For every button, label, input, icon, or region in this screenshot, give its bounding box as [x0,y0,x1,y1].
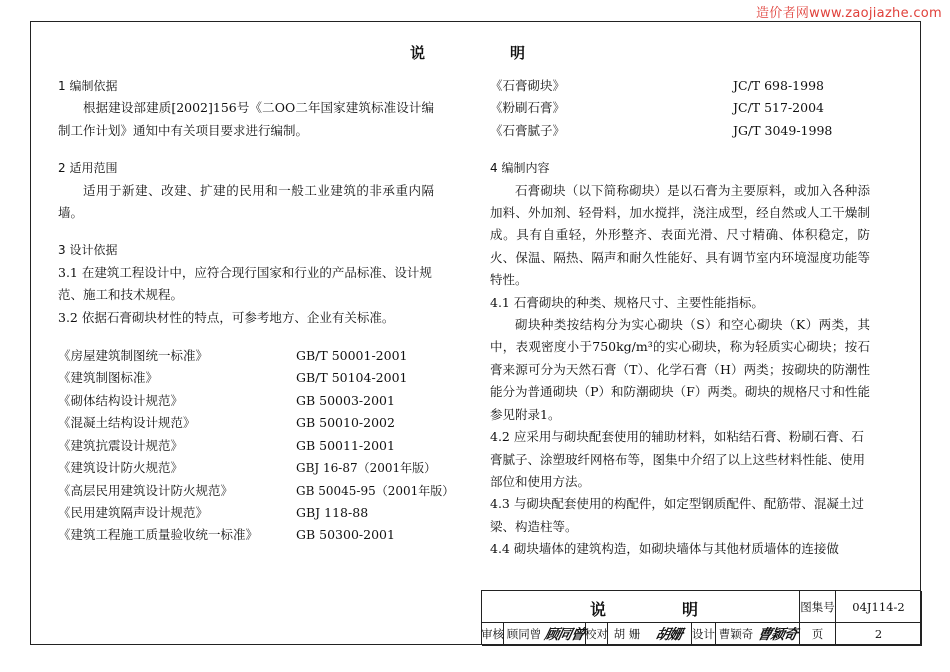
proofreader-signature: 胡姗 [646,623,692,646]
standard-item: 《房屋建筑制图统一标准》 GB/T 50001-2001 [58,348,408,364]
standard-item: 《石膏腻子》 JG/T 3049-1998 [490,122,833,138]
standard-item: 《建筑设计防火规范》 GBJ 16-87（2001年版） [58,460,437,476]
title-block-title [482,591,800,623]
page-title-char1: 说 [410,44,426,62]
standards-list-left [58,345,455,547]
page-label: 页 [800,623,836,646]
standard-item: 《民用建筑隔声设计规范》 GBJ 118-88 [58,504,369,520]
section3-heading: 3 设计依据 [58,243,118,258]
section4-1-body: 砌块种类按结构分为实心砌块（S）和空心砌块（K）两类，其中，表观密度小于750kg/m³的实心砌块，称为轻质实心砌块；按石膏来源可分为天然石膏（T）、化学石膏（H）两类；按砌块的防潮性能分为普通砌块（P）和防潮砌块（F）两类。砌块的规格尺寸和性能参见附录1。 [490,317,870,422]
standards-list-right [490,75,870,142]
section4-2: 4.2 应采用与砌块配套使用的辅助材料，如粘结石膏、粉刷石膏、石膏腻子、涂塑玻纤网格布等，图集中介绍了以上这些材料性能、使用部位和使用方法。 [490,429,866,489]
reviewer-signature: 顾同曾 [544,623,586,646]
title-block-title-char1: 说 [590,600,607,619]
section1-body: 根据建设部建质[2002]156号《二OO二年国家建筑标准设计编制工作计划》通知中有关项目要求进行编制。 [58,100,434,138]
title-block [481,590,921,645]
left-column [58,75,455,547]
page-number: 2 [836,623,922,646]
designer-name: 曹颖奇 [716,623,756,646]
standard-item: 《建筑抗震设计规范》 GB 50011-2001 [58,437,395,453]
atlas-number: 04J114-2 [836,591,922,623]
standard-item: 《石膏砌块》 JC/T 698-1998 [490,78,824,93]
title-block-title-char2: 明 [682,600,699,619]
section4-4: 4.4 砌块墙体的建筑构造，如砌块墙体与其他材质墙体的连接做 [490,541,839,557]
proof-label: 校对 [586,623,608,646]
standard-item: 《建筑制图标准》 GB/T 50104-2001 [58,370,408,386]
reviewer-name: 顾同曾 [504,623,544,646]
page-title-char2: 明 [510,44,526,62]
right-column [490,75,870,561]
section1-heading: 1 编制依据 [58,79,118,93]
standard-item: 《砌体结构设计规范》 GB 50003-2001 [58,392,395,408]
review-label: 审核 [482,623,504,646]
section2-heading: 2 适用范围 [58,161,118,176]
section4-heading: 4 编制内容 [490,161,550,176]
section3-para1: 3.1 在建筑工程设计中，应符合现行国家和行业的产品标准、设计规范、施工和技术规程。 [58,264,432,303]
section3-para2: 3.2 依据石膏砌块材性的特点，可参考地方、企业有关标准。 [58,309,395,325]
section4-1-title: 4.1 石膏砌块的种类、规格尺寸、主要性能指标。 [490,294,764,310]
atlas-label: 图集号 [800,591,836,623]
watermark-text: 造价者网www.zaojiazhe.com [755,6,942,21]
designer-signature: 曹颖奇 [756,623,800,646]
design-label: 设计 [692,623,716,646]
section2-body: 适用于新建、改建、扩建的民用和一般工业建筑的非承重内隔墙。 [58,182,434,221]
section4-3: 4.3 与砌块配套使用的构配件，如定型钢质配件、配筋带、混凝土过梁、构造柱等。 [490,496,864,534]
proofreader-name: 胡 姗 [608,623,646,646]
standard-item: 《粉刷石膏》 JC/T 517-2004 [490,100,824,116]
standard-item: 《高层民用建筑设计防火规范》 GB 50045-95（2001年版） [58,482,455,498]
page-title [410,42,526,63]
section4-intro: 石膏砌块（以下简称砌块）是以石膏为主要原料，或加入各种添加料、外加剂、轻骨料，加水搅拌，浇注成型，经自然或人工干燥制成。具有自重轻，外形整齐、表面光滑、尺寸精确、体积稳定，防火、保温、隔热、隔声和耐久性能好、具有调节室内环境湿度功能等特性。 [490,182,870,288]
standard-item: 《建筑工程施工质量验收统一标准》 GB 50300-2001 [58,527,395,543]
standard-item: 《混凝土结构设计规范》 GB 50010-2002 [58,415,395,431]
